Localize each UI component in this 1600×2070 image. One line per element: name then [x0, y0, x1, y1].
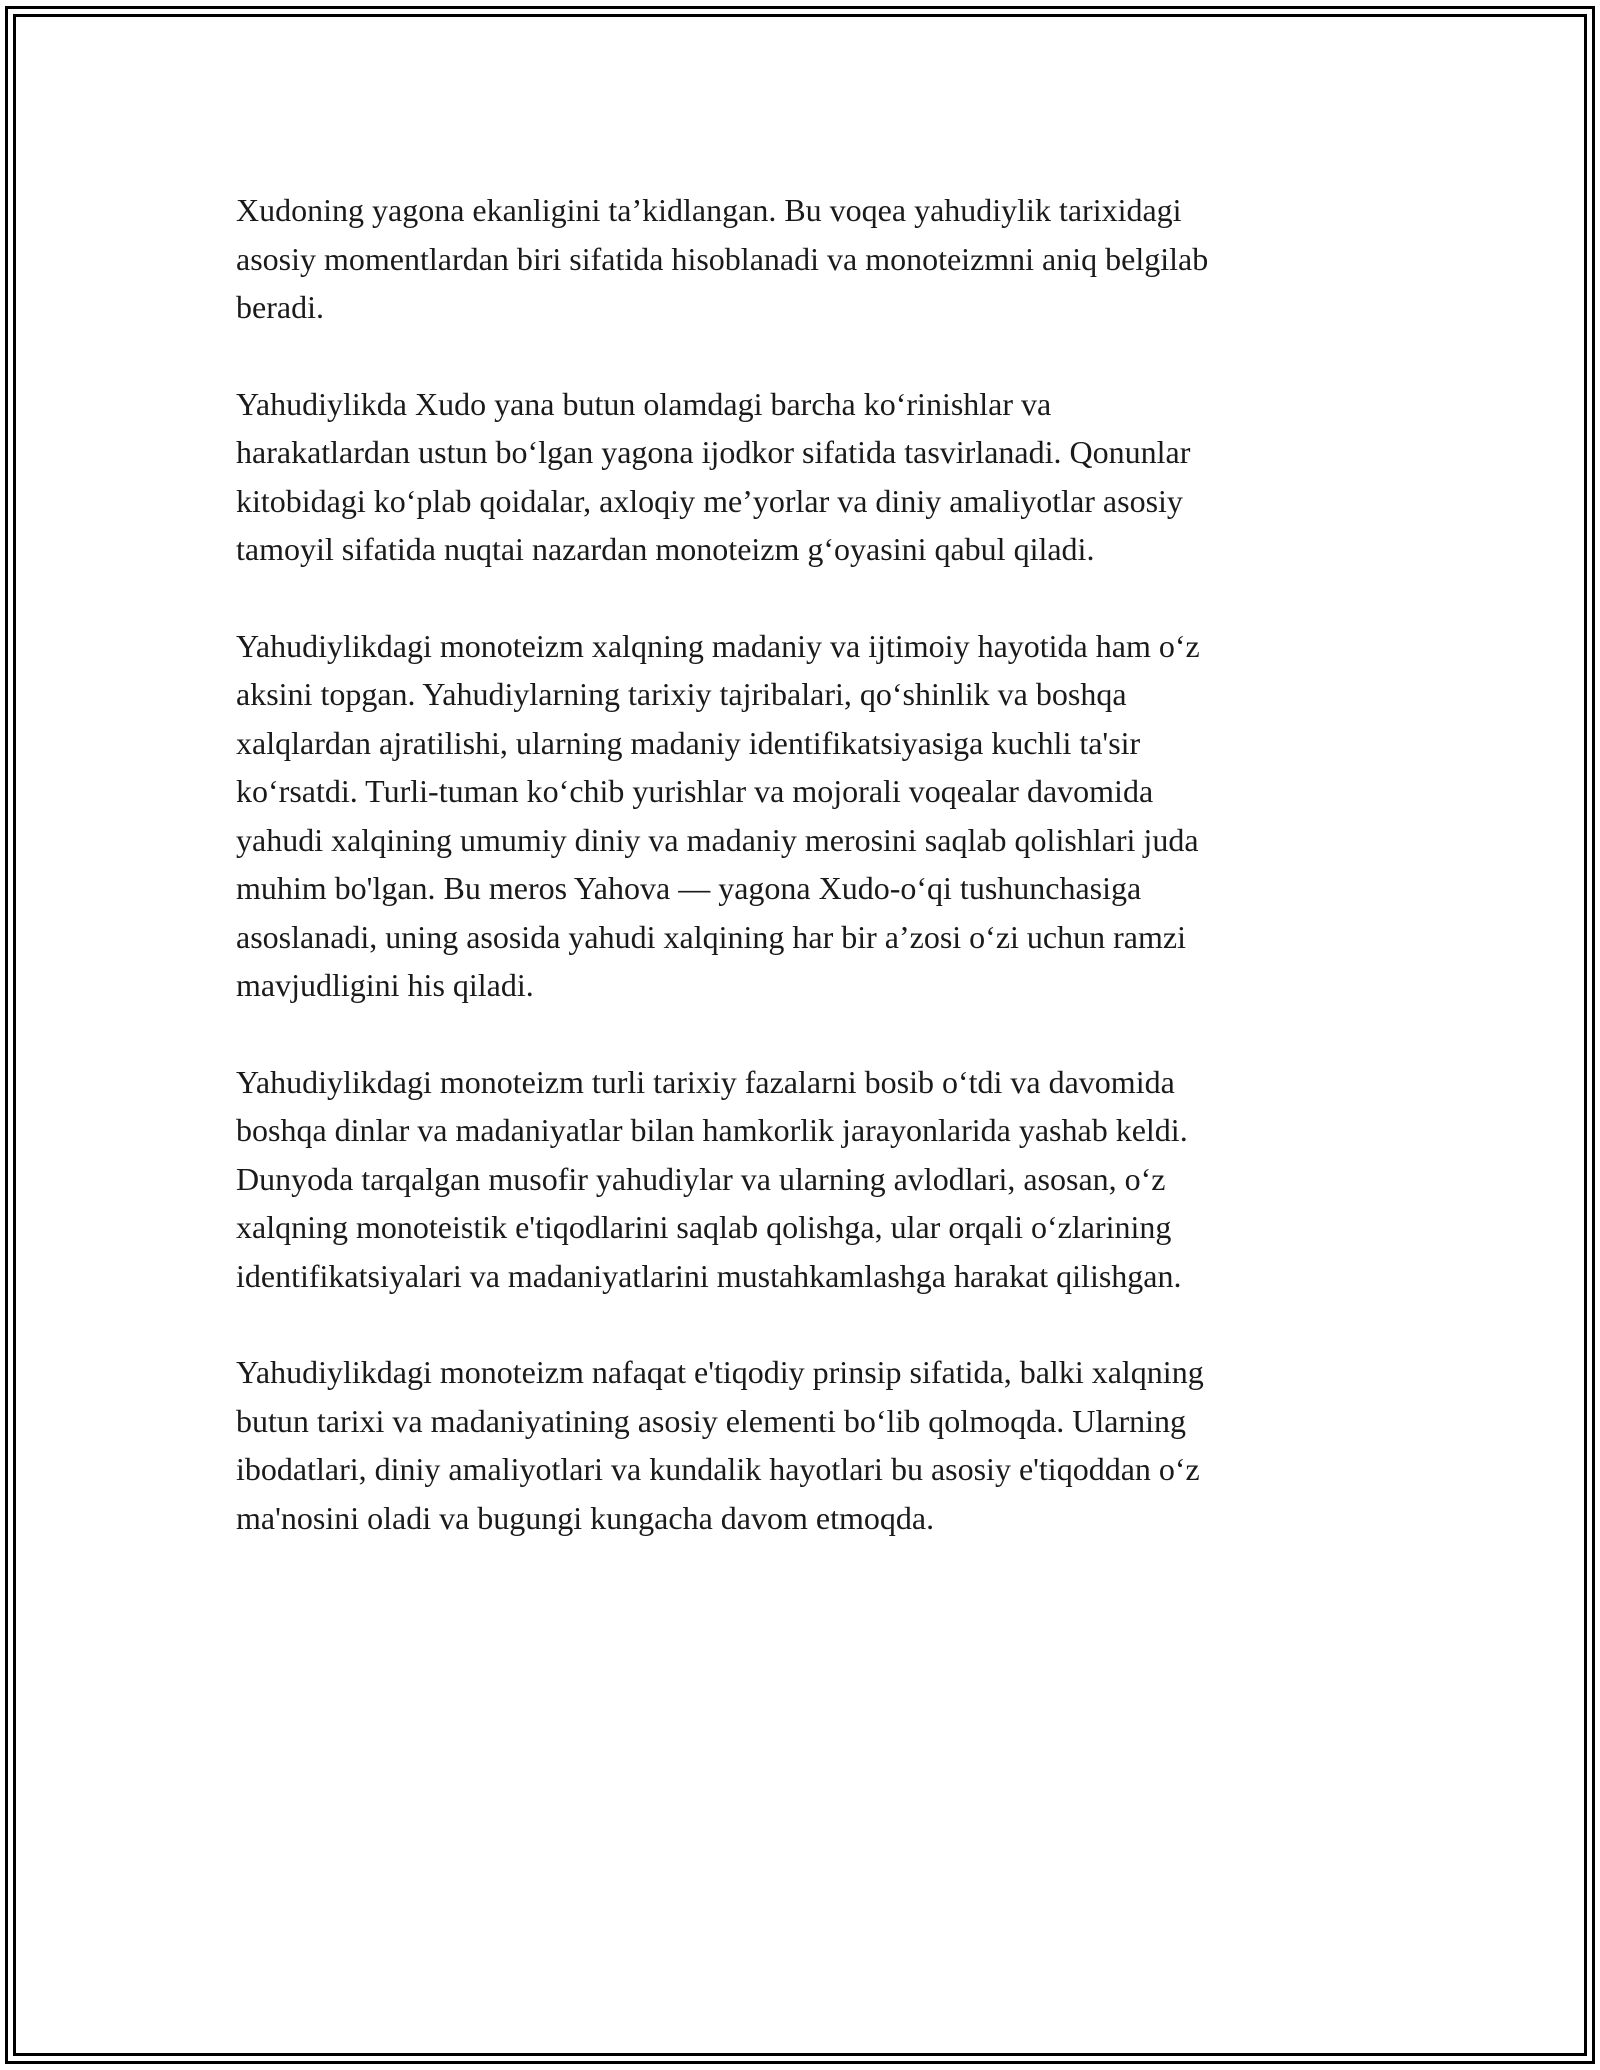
- paragraph: Xudoning yagona ekanligini ta’kidlangan. Bu voqea yahudiylik tarixidagi asosiy momentlardan biri sifatida hisoblanadi va monoteizmni aniq belgilab beradi.: [236, 192, 1209, 325]
- paragraph: Yahudiylikdagi monoteizm turli tarixiy fazalarni bosib o‘tdi va davomida boshqa dinlar va madaniyatlar bilan hamkorlik jarayonlarida yashab keldi. Dunyoda tarqalgan musofir yahudiylar va ularning avlodlari, asosan, o‘z xalqning monoteistik e'tiqodlarini saqlab qolishga, ular orqali o‘zlarining identifikatsiyalari va madaniyatlarini mustahkamlashga harakat qilishgan.: [236, 1063, 1188, 1294]
- document-body: [236, 186, 1366, 1590]
- paragraph: Yahudiylikdagi monoteizm xalqning madaniy va ijtimoiy hayotida ham o‘z aksini topgan. Yahudiylarning tarixiy tajribalari, qo‘shinlik va boshqa xalqlardan ajratilishi, ularning madaniy identifikatsiyasiga kuchli ta'sir ko‘rsatdi. Turli-tuman ko‘chib yurishlar va mojorali voqealar davomida yahudi xalqining umumiy diniy va madaniy merosini saqlab qolishlari juda muhim bo'lgan. Bu meros Yahova — yagona Xudo-o‘qi tushunchasiga asoslanadi, uning asosida yahudi xalqining har bir a’zosi o‘zi uchun ramzi mavjudligini his qiladi.: [236, 627, 1200, 1003]
- paragraph: Yahudiylikda Xudo yana butun olamdagi barcha ko‘rinishlar va harakatlardan ustun bo‘lgan yagona ijodkor sifatida tasvirlanadi. Qonunlar kitobidagi ko‘plab qoidalar, axloqiy me’yorlar va diniy amaliyotlar asosiy tamoyil sifatida nuqtai nazardan monoteizm g‘oyasini qabul qiladi.: [236, 385, 1191, 567]
- paragraph: Yahudiylikdagi monoteizm nafaqat e'tiqodiy prinsip sifatida, balki xalqning butun tarixi va madaniyatining asosiy elementi bo‘lib qolmoqda. Ularning ibodatlari, diniy amaliyotlari va kundalik hayotlari bu asosiy e'tiqoddan o‘z ma'nosini oladi va bugungi kungacha davom etmoqda.: [236, 1354, 1204, 1536]
